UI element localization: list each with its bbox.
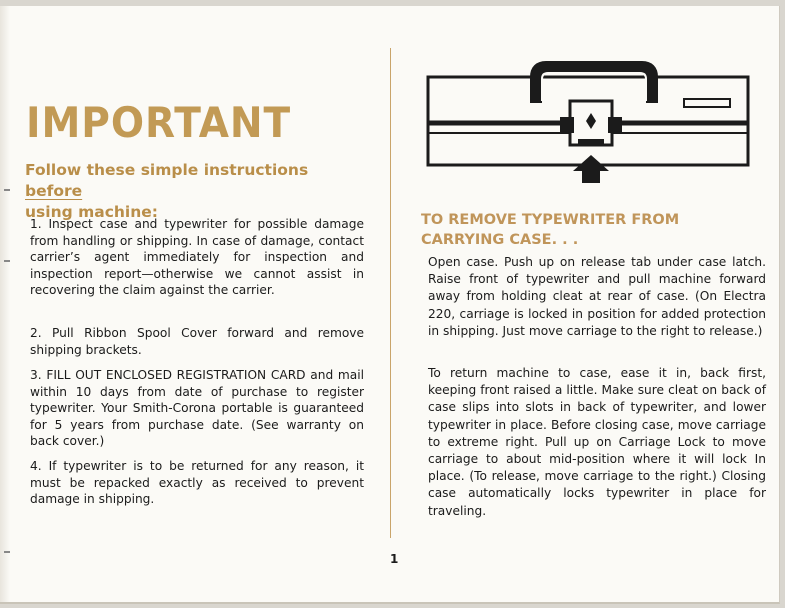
- open-case-paragraph: Open case. Push up on release tab under case latch. Raise front of typewriter and pull machine forward away from holding cleat at rear of case. (On Electra 220, carriage is locked in position for added protection in shipping. Just move carriage to the right to release.): [428, 255, 766, 338]
- carrying-case-illustration: [420, 61, 755, 191]
- remove-typewriter-heading: TO REMOVE TYPEWRITER FROM CARRYING CASE. . .: [421, 212, 680, 248]
- instruction-item-1: 1. Inspect case and typewriter for possible damage from handling or shipping. In case of damage, contact carrier’s agent immediately for inspection and inspection report—otherwise we cannot assist in recovering the claim against the carrier.: [30, 217, 364, 297]
- subtitle-start: Follow these simple instructions: [25, 161, 309, 179]
- binding-mark: [4, 260, 10, 262]
- page-title: IMPORTANT: [26, 98, 292, 147]
- page-binding: [0, 6, 10, 602]
- instruction-item-4: 4. If typewriter is to be returned for any reason, it must be repacked exactly as received to prevent damage in shipping.: [30, 459, 364, 506]
- subtitle-emphasis: before: [25, 182, 83, 200]
- page-number: 1: [390, 552, 399, 566]
- instruction-item-2: 2. Pull Ribbon Spool Cover forward and remove shipping brackets.: [30, 326, 364, 357]
- subtitle-end: using machine:: [25, 203, 158, 221]
- binding-mark: [4, 551, 10, 553]
- column-divider: [390, 48, 391, 538]
- instructions-subtitle: [25, 160, 370, 223]
- return-machine-paragraph: To return machine to case, ease it in, back first, keeping front raised a little. Make sure cleat on back of case slips into slots in back of typewriter, and lower typewriter in place. Before closing case, move carriage to extreme right. Pull up on Carriage Lock to move carriage to about mid-position where it will lock In place. (To release, move carriage to the right.) Closing case automatically locks typewriter in place for traveling.: [428, 366, 766, 518]
- manual-page: [0, 6, 780, 604]
- instruction-item-3: 3. FILL OUT ENCLOSED REGISTRATION CARD and mail within 10 days from date of purchase to register typewriter. Your Smith-Corona portable is guaranteed for 5 years from purchase date. (See warranty on back cover.): [30, 368, 364, 448]
- binding-mark: [4, 189, 10, 191]
